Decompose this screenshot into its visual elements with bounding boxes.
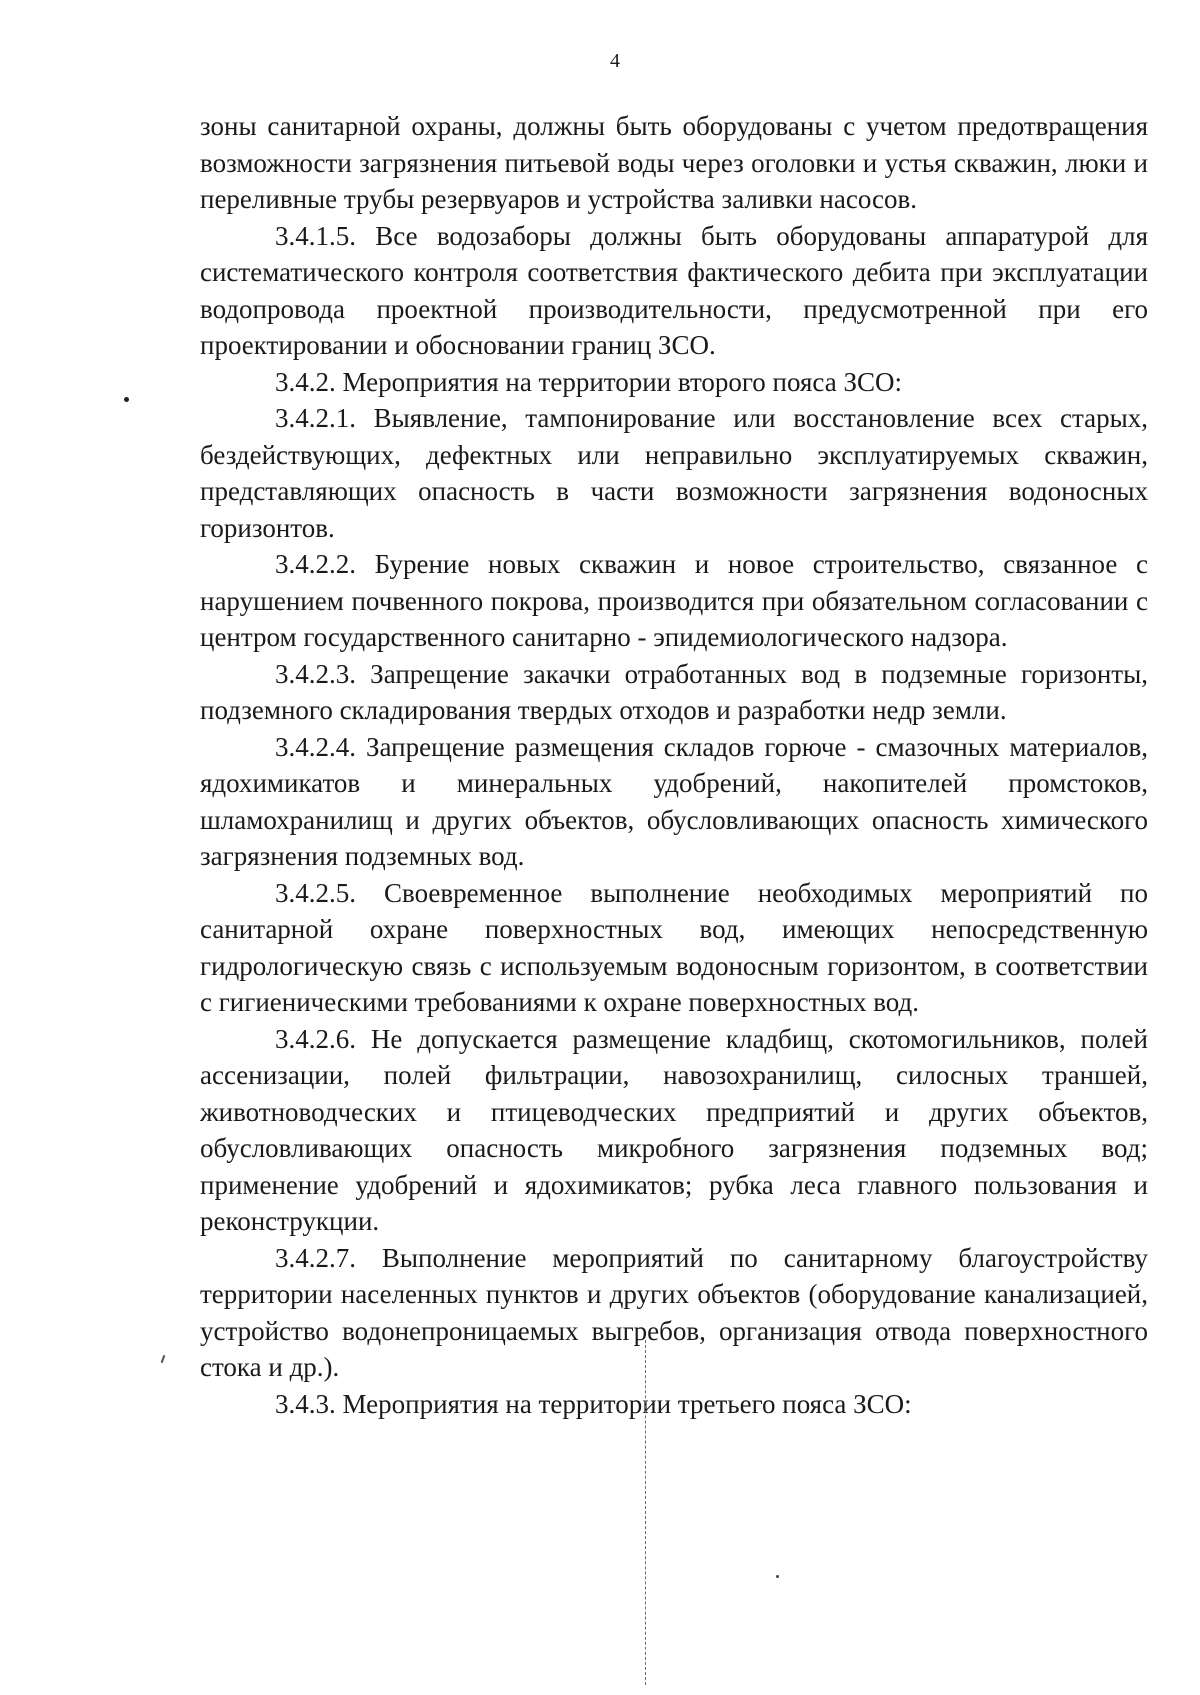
paragraph-continuation: зоны санитарной охраны, должны быть оборудованы с учетом предотвращения возможности загрязнения питьевой воды через оголовки и устья скважин, люки и переливные трубы резервуаров и устройства заливки насосов. xyxy=(200,111,1148,214)
paragraph-3-4-2-1: 3.4.2.1. Выявление, тампонирование или восстановление всех старых, бездействующих, дефектных или неправильно эксплуатируемых скважин, представляющих опасность в части возможности загрязнения водоносных горизонтов. xyxy=(200,403,1148,543)
scan-artifact-speck xyxy=(776,1575,779,1578)
paragraph-3-4-2-3: 3.4.2.3. Запрещение закачки отработанных вод в подземные горизонты, подземного складирования твердых отходов и разработки недр земли. xyxy=(200,658,1148,725)
paragraph-3-4-2-4: 3.4.2.4. Запрещение размещения складов горюче - смазочных материалов, ядохимикатов и минеральных удобрений, накопителей промстоков, шламохранилищ и других объектов, обусловливающих опасность химического загрязнения подземных вод. xyxy=(200,731,1148,871)
section-heading-3-4-2: 3.4.2. Мероприятия на территории второго пояса ЗСО: xyxy=(275,366,902,397)
scan-artifact-line xyxy=(645,1340,646,1685)
section-heading-3-4-3: 3.4.3. Мероприятия на территории третьего пояса ЗСО: xyxy=(275,1388,912,1419)
page-number: 4 xyxy=(610,50,620,72)
document-body xyxy=(200,108,1148,1422)
scan-artifact-tick xyxy=(161,1355,166,1363)
paragraph-3-4-2-7: 3.4.2.7. Выполнение мероприятий по санитарному благоустройству территории населенных пунктов и других объектов (оборудование канализацией, устройство водонепроницаемых выгребов, организация отвода поверхностного стока и др.). xyxy=(200,1242,1148,1382)
scan-artifact-dot xyxy=(124,397,129,402)
paragraph-3-4-2-2: 3.4.2.2. Бурение новых скважин и новое строительство, связанное с нарушением почвенного покрова, производится при обязательном согласовании с центром государственного санитарно - эпидемиологического надзора. xyxy=(200,549,1148,652)
paragraph-3-4-2-5: 3.4.2.5. Своевременное выполнение необходимых мероприятий по санитарной охране поверхностных вод, имеющих непосредственную гидрологическую связь с используемым водоносным горизонтом, в соответствии с гигиеническими требованиями к охране поверхностных вод. xyxy=(200,877,1148,1017)
paragraph-3-4-1-5: 3.4.1.5. Все водозаборы должны быть оборудованы аппаратурой для систематического контроля соответствия фактического дебита при эксплуатации водопровода проектной производительности, предусмотренной при его проектировании и обосновании границ ЗСО. xyxy=(200,220,1148,360)
paragraph-3-4-2-6: 3.4.2.6. Не допускается размещение кладбищ, скотомогильников, полей ассенизации, полей фильтрации, навозохранилищ, силосных траншей, животноводческих и птицеводческих предприятий и других объектов, обусловливающих опасность микробного загрязнения подземных вод; применение удобрений и ядохимикатов; рубка леса главного пользования и реконструкции. xyxy=(200,1023,1148,1236)
